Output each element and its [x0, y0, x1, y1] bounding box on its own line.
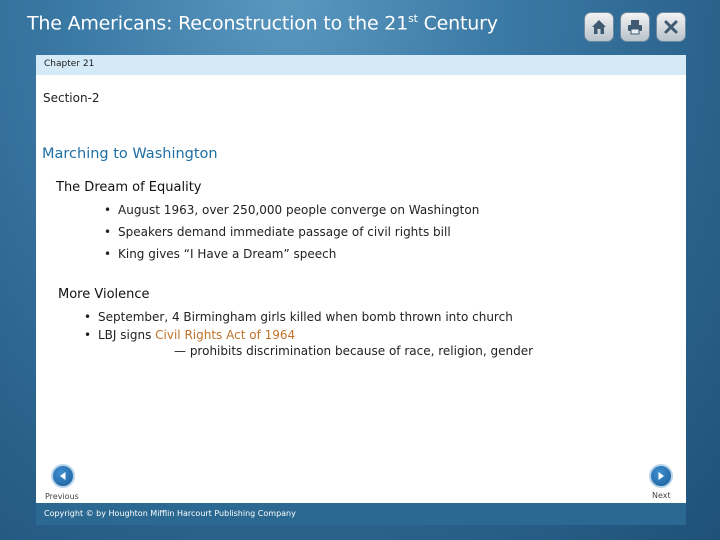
slide-content	[36, 75, 686, 503]
print-icon	[626, 18, 644, 36]
civil-rights-act-highlight: Civil Rights Act of 1964	[155, 328, 296, 342]
previous-label[interactable]: Previous	[45, 492, 79, 501]
list-item: • September, 4 Birmingham girls killed when bomb thrown into church	[80, 308, 513, 326]
next-label[interactable]: Next	[652, 491, 671, 500]
app-title: The Americans: Reconstruction to the 21st Century	[27, 12, 498, 35]
slide-heading: Marching to Washington	[42, 146, 218, 162]
topic-bullets	[80, 308, 513, 344]
chapter-label: Chapter 21	[36, 55, 686, 75]
topic-title: More Violence	[58, 287, 150, 302]
topic-bullets	[100, 199, 479, 265]
lbj-prefix: LBJ signs	[98, 328, 156, 342]
list-item: • August 1963, over 250,000 people converge on Washington	[100, 199, 479, 221]
list-item: • Speakers demand immediate passage of civil rights bill	[100, 221, 479, 243]
list-item-continuation: — prohibits discrimination because of race, religion, gender	[174, 344, 534, 358]
section-label: Section-2	[43, 91, 100, 105]
topic-title: The Dream of Equality	[56, 180, 202, 195]
previous-button[interactable]	[51, 464, 75, 488]
copyright-footer: Copyright © by Houghton Mifflin Harcourt Publishing Company	[36, 503, 686, 525]
arrow-right-icon	[655, 470, 667, 482]
close-button[interactable]	[656, 12, 686, 42]
header-icons	[584, 12, 686, 42]
list-item: • King gives “I Have a Dream” speech	[100, 243, 479, 265]
print-button[interactable]	[620, 12, 650, 42]
arrow-left-icon	[57, 470, 69, 482]
close-icon	[662, 18, 680, 36]
home-button[interactable]	[584, 12, 614, 42]
list-item	[80, 326, 513, 344]
next-button[interactable]	[649, 464, 673, 488]
home-icon	[590, 18, 608, 36]
